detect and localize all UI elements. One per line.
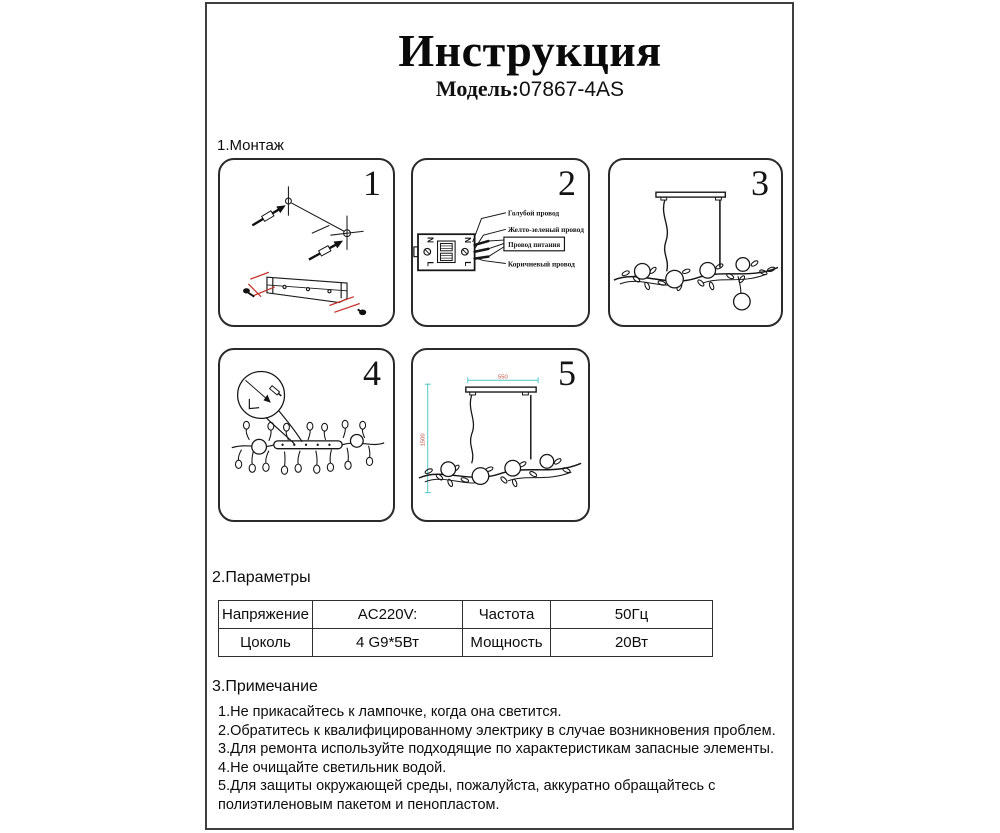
notes-list [218,703,796,814]
note-item: 1.Не прикасайтесь к лампочке, когда она светится. [218,704,562,720]
brown-wire-label: Коричневый провод [507,259,575,269]
detail-callout [238,371,302,443]
param-name: Напряжение [219,601,313,629]
model-value: 07867-4AS [518,78,625,101]
section-parameters-label: 2.Параметры [212,569,311,586]
param-name: Частота [463,601,551,629]
terminal-l-label: L [425,261,436,267]
screw-anchor-icon [307,237,345,263]
height-dimension: 1500 [420,433,427,447]
model-label: Модель: [435,76,519,101]
param-value: 20Вт [551,629,713,657]
model-line [235,77,825,102]
branch-top [232,435,384,455]
param-name: Цоколь [219,629,313,657]
ceiling-marks [286,186,364,249]
suspension [656,192,725,271]
param-value: 4 G9*5Вт [313,629,463,657]
terminal-l-label: L [462,261,473,267]
screw-anchor-icon [250,202,287,229]
terminal-n-label: N [425,237,436,244]
note-item: 4.Не очищайте светильник водой. [218,759,447,776]
panel-5-dimensions [411,348,590,522]
section-montage-label: 1.Монтаж [217,137,284,154]
blue-wire-label: Голубой провод [507,208,560,218]
note-item: 2.Обратитесь к квалифицированному электрику в случае возникновения проблем. [218,722,776,739]
panel-2-wiring [411,158,590,327]
parameters-table [218,600,713,657]
section-notes-label: 3.Примечание [212,678,318,695]
terminal-n-label: N [462,237,473,244]
note-item: 3.Для ремонта используйте подходящие по характеристикам запасные элементы. [218,741,774,757]
panel-3-hanging [608,158,783,327]
table-row [219,629,713,657]
mounting-bracket [267,277,347,302]
note-item: 5.Для защиты окружающей среды, пожалуйста, аккуратно обращайтесь с полиэтиленовым пакетом и пенопластом. [218,778,716,813]
param-value: 50Гц [551,601,713,629]
panel-4-detail [218,348,395,522]
page-title: Инструкция [398,25,662,76]
panel-3-number: 3 [751,163,769,203]
document-header [235,25,825,102]
panel-1-number: 1 [363,163,381,203]
suspension [466,387,536,463]
power-wire-label: Провод питания [508,240,561,249]
bracket-red-marks [248,272,359,312]
table-row [219,601,713,629]
width-dimension: 550 [498,374,508,381]
param-name: Мощность [463,629,551,657]
yellow-green-wire-label: Желто-зеленый провод [507,225,584,235]
panel-4-number: 4 [363,353,381,393]
panel-1-mounting [218,158,395,327]
param-value: AC220V: [313,601,463,629]
panel-5-number: 5 [558,353,576,393]
panel-2-number: 2 [558,163,576,203]
